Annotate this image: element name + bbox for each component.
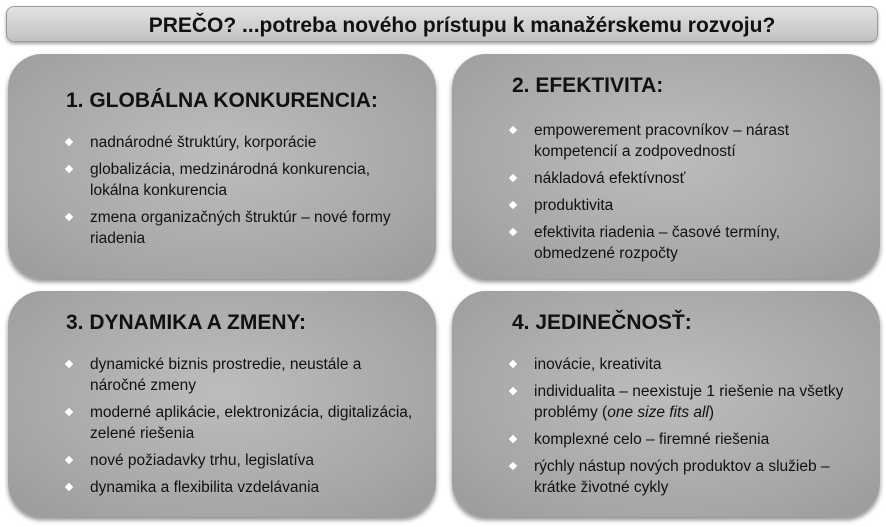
list-item-text: efektivita riadenia – časové termíny, obmedzené rozpočty <box>534 224 781 262</box>
list-item-text: inovácie, kreativita <box>534 356 662 373</box>
diamond-bullet-icon <box>509 126 517 134</box>
list-item-text: nadnárodné štruktúry, korporácie <box>90 134 317 151</box>
panel-dynamics-and-change <box>8 291 436 517</box>
list-item <box>508 456 858 498</box>
diamond-bullet-icon <box>65 165 73 173</box>
list-item <box>508 195 858 216</box>
list-item-text: dynamické biznis prostredie, neustále a náročné zmeny <box>90 356 362 394</box>
slide-title: PREČO? ...potreba nového prístupu k manažérskemu rozvoju? <box>148 14 776 37</box>
list-item-text: produktivita <box>534 197 614 214</box>
diamond-bullet-icon <box>509 435 517 443</box>
panel-heading: 2. EFEKTIVITA: <box>512 74 664 97</box>
panel-uniqueness <box>452 291 880 517</box>
list-item <box>64 207 404 249</box>
panel-efficiency <box>452 54 880 279</box>
diamond-bullet-icon <box>509 360 517 368</box>
list-item <box>508 354 858 375</box>
list-item-text: nákladová efektívnosť <box>534 170 686 187</box>
bullet-list <box>64 132 404 255</box>
diamond-bullet-icon <box>509 228 517 236</box>
list-item <box>508 120 858 162</box>
list-item <box>64 159 404 201</box>
list-item-text: individualita – neexistuje 1 riešenie na všetky problémy ( <box>534 383 844 421</box>
diamond-bullet-icon <box>509 174 517 182</box>
bullet-list <box>64 354 414 504</box>
list-item <box>64 354 414 396</box>
panel-global-competition <box>8 54 436 279</box>
diamond-bullet-icon <box>65 360 73 368</box>
list-item-text: empowerement pracovníkov – nárast kompetencií a zodpovedností <box>534 122 790 160</box>
bullet-list <box>508 120 858 270</box>
list-item <box>508 429 858 450</box>
diamond-bullet-icon <box>65 213 73 221</box>
list-item <box>508 381 858 423</box>
list-item <box>508 168 858 189</box>
diamond-bullet-icon <box>65 483 73 491</box>
list-item <box>64 450 414 471</box>
list-item-italic-text: one size fits all <box>607 404 709 421</box>
list-item <box>64 477 414 498</box>
list-item-text-suffix: ) <box>708 404 715 421</box>
panel-heading: 1. GLOBÁLNA KONKURENCIA: <box>66 89 378 112</box>
diamond-bullet-icon <box>65 138 73 146</box>
diamond-bullet-icon <box>65 456 73 464</box>
list-item <box>64 132 404 153</box>
list-item <box>64 402 414 444</box>
title-bar <box>6 6 878 42</box>
list-item-text: zmena organizačných štruktúr – nové formy riadenia <box>90 209 391 247</box>
list-item <box>508 222 858 264</box>
diamond-bullet-icon <box>509 387 517 395</box>
panel-heading: 4. JEDINEČNOSŤ: <box>512 311 692 334</box>
list-item-text: dynamika a flexibilita vzdelávania <box>90 479 320 496</box>
list-item-text: komplexné celo – firemné riešenia <box>534 431 770 448</box>
list-item-text: globalizácia, medzinárodná konkurencia, lokálna konkurencia <box>90 161 371 199</box>
bullet-list <box>508 354 858 504</box>
diamond-bullet-icon <box>509 462 517 470</box>
panel-heading: 3. DYNAMIKA A ZMENY: <box>66 311 306 334</box>
diamond-bullet-icon <box>509 201 517 209</box>
list-item-text: rýchly nástup nových produktov a služieb – krátke životné cykly <box>534 458 830 496</box>
list-item-text: moderné aplikácie, elektronizácia, digitalizácia, zelené riešenia <box>90 404 413 442</box>
diamond-bullet-icon <box>65 408 73 416</box>
list-item-text: nové požiadavky trhu, legislatíva <box>90 452 315 469</box>
